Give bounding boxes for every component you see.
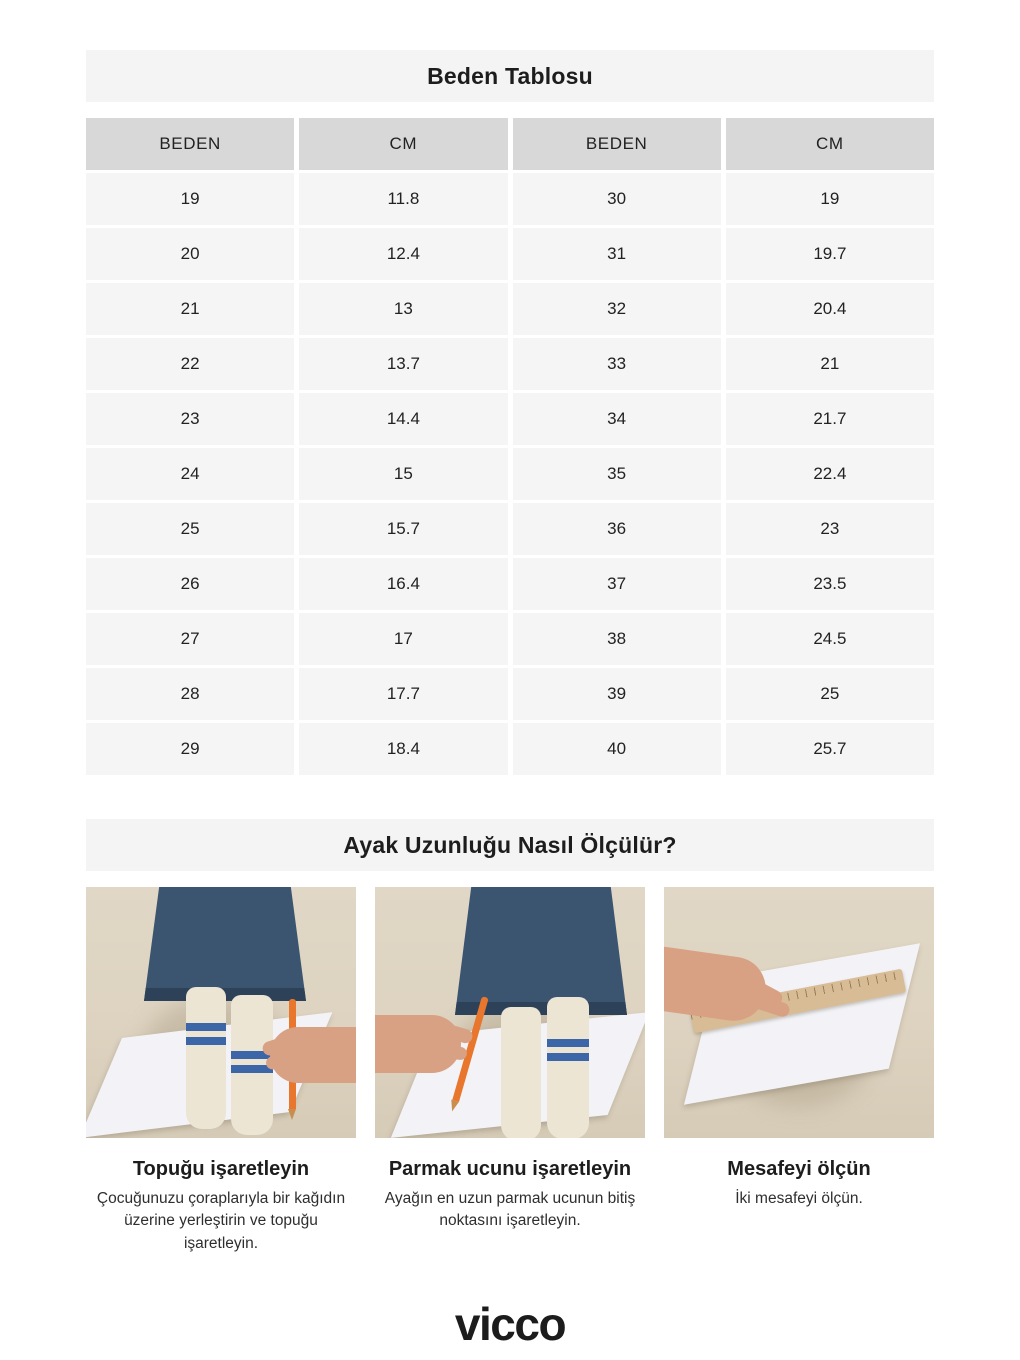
size-table-cell: 21	[86, 283, 294, 335]
size-table-cell: 34	[513, 393, 721, 445]
size-table-cell: 25	[86, 503, 294, 555]
child-feet-heel-marking-photo	[86, 887, 356, 1138]
size-table-cell: 25.7	[726, 723, 934, 775]
size-table-cell: 19	[726, 173, 934, 225]
measure-steps	[86, 887, 934, 1255]
step-mark-toe	[375, 887, 645, 1255]
size-table-cell: 20.4	[726, 283, 934, 335]
size-table-cell: 15	[299, 448, 507, 500]
child-feet-toe-marking-photo	[375, 887, 645, 1138]
step-mark-heel	[86, 887, 356, 1255]
sock-stripe	[547, 1053, 589, 1061]
ruler-measuring-photo	[664, 887, 934, 1138]
size-table-cell: 31	[513, 228, 721, 280]
left-sock	[501, 1007, 541, 1138]
size-table-cell: 16.4	[299, 558, 507, 610]
size-table-cell: 21.7	[726, 393, 934, 445]
size-table-cell: 39	[513, 668, 721, 720]
measure-section-title-bar	[86, 819, 934, 871]
size-table-cell: 36	[513, 503, 721, 555]
size-table-header-cell: BEDEN	[513, 118, 721, 170]
left-sock	[186, 987, 226, 1129]
vicco-logo: vicco	[454, 1298, 566, 1351]
size-table-cell: 40	[513, 723, 721, 775]
sock-stripe	[186, 1037, 226, 1045]
size-table-title: Beden Tablosu	[427, 62, 593, 89]
size-table-header-cell: BEDEN	[86, 118, 294, 170]
measure-section-title: Ayak Uzunluğu Nasıl Ölçülür?	[343, 831, 677, 858]
step-measure-distance	[664, 887, 934, 1255]
step-description: Ayağın en uzun parmak ucunun bitiş noktasını işaretleyin.	[384, 1190, 636, 1230]
size-table-cell: 23	[86, 393, 294, 445]
size-table-header-cell: CM	[299, 118, 507, 170]
size-table-cell: 12.4	[299, 228, 507, 280]
sock-stripe	[547, 1039, 589, 1047]
size-table-title-bar	[86, 50, 934, 102]
size-table-cell: 32	[513, 283, 721, 335]
size-table-cell: 28	[86, 668, 294, 720]
size-table	[86, 118, 934, 775]
size-table-cell: 14.4	[299, 393, 507, 445]
size-table-cell: 23.5	[726, 558, 934, 610]
step-description: İki mesafeyi ölçün.	[735, 1190, 863, 1207]
size-table-cell: 25	[726, 668, 934, 720]
step-heading: Mesafeyi ölçün	[727, 1158, 871, 1180]
size-table-cell: 13.7	[299, 338, 507, 390]
size-table-cell: 20	[86, 228, 294, 280]
step-description: Çocuğunuzu çoraplarıyla bir kağıdın üzerine yerleştirin ve topuğu işaretleyin.	[96, 1190, 346, 1252]
pencil-tip	[288, 1109, 296, 1120]
size-table-cell: 17	[299, 613, 507, 665]
size-table-cell: 11.8	[299, 173, 507, 225]
size-table-cell: 29	[86, 723, 294, 775]
size-table-cell: 21	[726, 338, 934, 390]
size-table-cell: 17.7	[299, 668, 507, 720]
size-table-cell: 18.4	[299, 723, 507, 775]
jeans	[455, 887, 627, 1015]
size-table-cell: 37	[513, 558, 721, 610]
step-heading: Parmak ucunu işaretleyin	[388, 1158, 632, 1180]
size-table-cell: 22	[86, 338, 294, 390]
jeans	[144, 887, 306, 1001]
size-table-header-cell: CM	[726, 118, 934, 170]
right-sock	[547, 997, 589, 1138]
size-table-cell: 27	[86, 613, 294, 665]
size-table-cell: 22.4	[726, 448, 934, 500]
size-table-cell: 38	[513, 613, 721, 665]
size-table-cell: 23	[726, 503, 934, 555]
sock-stripe	[186, 1023, 226, 1031]
step-heading: Topuğu işaretleyin	[132, 1158, 310, 1180]
size-table-cell: 24.5	[726, 613, 934, 665]
size-table-cell: 35	[513, 448, 721, 500]
size-table-cell: 15.7	[299, 503, 507, 555]
size-table-cell: 19	[86, 173, 294, 225]
size-table-cell: 33	[513, 338, 721, 390]
size-table-cell: 19.7	[726, 228, 934, 280]
brand-footer	[86, 1298, 934, 1360]
size-table-cell: 13	[299, 283, 507, 335]
size-table-cell: 24	[86, 448, 294, 500]
size-guide-page	[86, 0, 934, 1360]
size-table-cell: 26	[86, 558, 294, 610]
size-table-cell: 30	[513, 173, 721, 225]
